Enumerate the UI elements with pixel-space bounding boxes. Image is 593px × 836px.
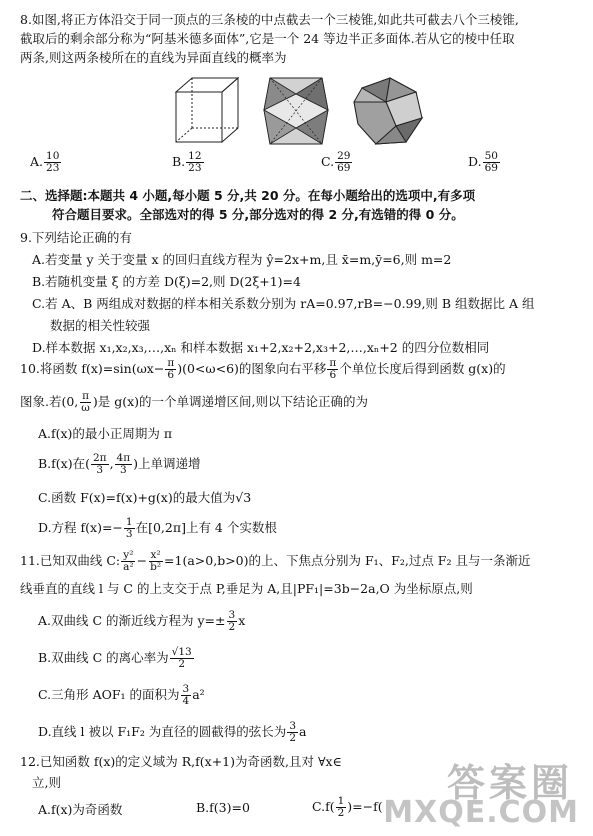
q8-option-b[interactable] — [172, 151, 205, 174]
q11-option-c[interactable]: C.三角形 AOF₁ 的面积为 $\frac{3}{4}$ a² — [38, 683, 205, 707]
q8-option-c[interactable] — [321, 151, 353, 174]
q10-line1: 10.将函数 f(x)=sin(ωx− $\frac{\pi}{6}$ )(0<ω<6)的图象向右平移 $\frac{\pi}{6}$ 个单位长度后得到函数 g(x)的 — [20, 357, 506, 381]
question-10 — [20, 358, 575, 540]
q8-line1: 8.如图,将正方体沿交于同一顶点的三条棱的中点截去一个三棱锥,如此共可截去八个三棱锥, — [20, 12, 519, 27]
q10-option-b[interactable]: B.f(x)在( $\frac{2\pi}{3}$ , $\frac{4\pi}{3}$ )上单调递增 — [38, 452, 201, 476]
question-9 — [20, 228, 575, 357]
section-2-line1: 二、选择题:本题共 4 小题,每小题 5 分,共 20 分。在每小题给出的选项中,有多项 — [20, 188, 476, 203]
section-2-heading — [20, 186, 585, 224]
q9-option-c-cont: 数据的相关性较强 — [50, 318, 151, 333]
fraction: $\frac{12}{23}$ — [188, 150, 202, 174]
q9-option-c[interactable]: C.若 A、B 两组成对数据的样本相关系数分别为 rA=0.97,rB=−0.99,则 B 组数据比 A 组 — [32, 296, 535, 311]
q9-stem: 9.下列结论正确的有 — [20, 230, 132, 245]
q11-option-d[interactable]: D.直线 l 被以 F₁F₂ 为直径的圆截得的弦长为 $\frac{3}{2}$ a — [38, 720, 307, 744]
q10-option-d[interactable]: D.方程 f(x)=− $\frac{1}{3}$ 在[0,2π]上有 4 个实数根 — [38, 516, 277, 540]
option-label: D. — [468, 154, 482, 169]
q10-option-c[interactable]: C.函数 F(x)=f(x)+g(x)的最大值为√3 — [38, 490, 252, 505]
cuboctahedron-in-cube-figure — [264, 78, 328, 144]
option-label: B. — [172, 154, 186, 169]
q9-option-d[interactable]: D.样本数据 x₁,x₂,x₃,…,xₙ 和样本数据 x₁+2,x₂+2,x₃+2,…,xₙ+2 的四分位数相同 — [32, 340, 490, 355]
q11-line1: 11.已知双曲线 C: $\frac{\text{y²}}{\text{a²}}$ − $\frac{\text{x²}}{\text{b²}}$ =1(a>0,b>0)的上、下焦点分别为 F₁、F₂,过点 F₂ 且与一条渐近 — [20, 549, 531, 573]
q12-line2: 立,则 — [32, 775, 61, 790]
q12-option-a[interactable]: A.f(x)为奇函数 — [38, 802, 123, 817]
fraction: $\frac{10}{23}$ — [46, 150, 60, 174]
watermark — [383, 750, 587, 830]
q9-option-a[interactable]: A.若变量 y 关于变量 x 的回归直线方程为 ŷ=2x+m,且 x̄=m,ȳ=6,则 m=2 — [32, 252, 452, 267]
q12-option-c[interactable]: C.f( $\frac{1}{2}$ )=−f( — [312, 795, 383, 819]
q11-option-b[interactable]: B.双曲线 C 的离心率为 $\frac{√13}{2}$ — [38, 646, 192, 670]
q12-option-b[interactable]: B.f(3)=0 — [196, 800, 250, 815]
watermark-url: MXQE.COM — [383, 795, 579, 830]
watermark-cn: 答案圈 — [446, 761, 573, 805]
q10-option-a[interactable]: A.f(x)的最小正周期为 π — [38, 426, 173, 441]
q8-option-a[interactable] — [30, 151, 62, 174]
q10-line2: 图象.若(0, $\frac{\pi}{\omega}$ )是 g(x)的一个单调递增区间,则以下结论正确的为 — [20, 390, 368, 414]
q8-line3: 两条,则这两条棱所在的直线为异面直线的概率为 — [20, 50, 287, 65]
q9-option-b[interactable]: B.若随机变量 ξ 的方差 D(ξ)=2,则 D(2ξ+1)=4 — [32, 274, 301, 289]
question-11 — [20, 550, 575, 744]
q11-line2: 线垂直的直线 l 与 C 的上支交于点 P,垂足为 A,且|PF₁|=3b−2a,O 为坐标原点,则 — [20, 581, 473, 596]
option-label: C. — [321, 154, 335, 169]
q11-option-a[interactable]: A.双曲线 C 的渐近线方程为 y=± $\frac{3}{2}$ x — [38, 609, 246, 633]
q8-option-d[interactable] — [468, 151, 501, 174]
cuboctahedron-figure — [354, 78, 422, 144]
option-label: A. — [30, 154, 44, 169]
cube-figure — [176, 78, 238, 142]
question-8 — [20, 10, 575, 67]
fraction: $\frac{50}{69}$ — [484, 150, 498, 174]
fraction: $\frac{29}{69}$ — [337, 150, 351, 174]
polyhedron-figures — [170, 72, 430, 150]
q8-line2: 截取后的剩余部分称为“阿基米德多面体”,它是一个 24 等边半正多面体.若从它的棱中任取 — [20, 31, 515, 46]
section-2-line2: 符合题目要求。全部选对的得 5 分,部分选对的得 2 分,有选错的得 0 分。 — [52, 207, 464, 222]
q12-line1: 12.已知函数 f(x)的定义域为 R,f(x+1)为奇函数,且对 ∀x∈ — [20, 754, 342, 769]
